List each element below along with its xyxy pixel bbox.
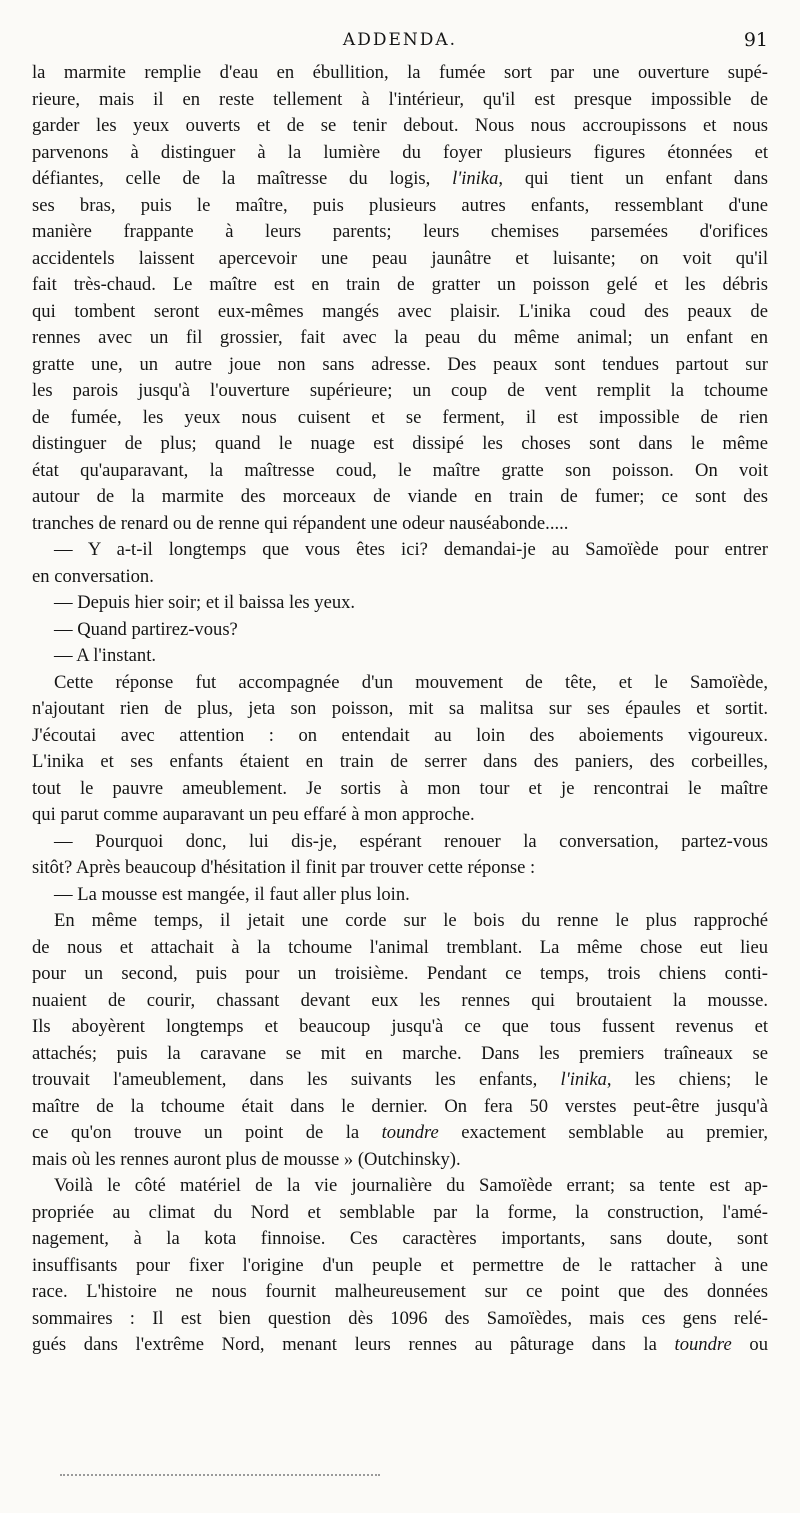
footer-dotted-rule xyxy=(60,1474,380,1478)
text-line: ce qu'on trouve un point de la toundre exactement semblable au premier, xyxy=(32,1122,768,1143)
text-line: Ils aboyèrent longtemps et beaucoup jusqu'à ce que tous fussent revenus et xyxy=(32,1016,768,1037)
paragraph-first-line: En même temps, il jetait une corde sur le bois du renne le plus rapproché xyxy=(54,910,768,931)
text-line: manière frappante à leurs parents; leurs chemises parsemées d'orifices xyxy=(32,221,768,242)
text-line: tranches de renard ou de renne qui répandent une odeur nauséabonde..... xyxy=(32,512,569,534)
text-line: tout le pauvre ameublement. Je sortis à mon tour et je rencontrai le maître xyxy=(32,777,768,799)
page-number: 91 xyxy=(743,29,768,51)
text-line: rennes avec un fil grossier, fait avec la peau du même animal; un enfant en xyxy=(32,327,768,348)
text-line: L'inika et ses enfants étaient en train de serrer dans des paniers, des corbeilles, xyxy=(32,751,768,772)
text-line: gués dans l'extrême Nord, menant leurs rennes au pâturage dans la toundre ou xyxy=(32,1334,768,1355)
text-line: sommaires : Il est bien question dès 1096 des Samoïèdes, mais ces gens relé- xyxy=(32,1307,768,1329)
body-text xyxy=(32,60,768,1359)
text-line: la marmite remplie d'eau en ébullition, la fumée sort par une ouverture supé- xyxy=(32,62,768,83)
text-line: fait très-chaud. Le maître est en train de gratter un poisson gelé et les débris xyxy=(32,274,768,295)
text-line: ses bras, puis le maître, puis plusieurs autres enfants, ressemblant d'une xyxy=(32,194,768,216)
text-line: parvenons à distinguer à la lumière du foyer plusieurs figures étonnées et xyxy=(32,141,768,163)
text-line: défiantes, celle de la maîtresse du logis, l'inika, qui tient un enfant dans xyxy=(32,168,768,189)
text-line: qui parut comme auparavant un peu effaré à mon approche. xyxy=(32,804,475,825)
text-line: autour de la marmite des morceaux de viande en train de fumer; ce sont des xyxy=(32,486,768,507)
text-line: nagement, à la kota finnoise. Ces caractères importants, sans doute, sont xyxy=(32,1228,768,1249)
text-line: trouvait l'ameublement, dans les suivants les enfants, l'inika, les chiens; le xyxy=(32,1069,768,1090)
dialog-line: — Quand partirez-vous? xyxy=(54,618,238,640)
text-line: sitôt? Après beaucoup d'hésitation il finit par trouver cette réponse : xyxy=(32,857,536,878)
text-line: pour un second, puis pour un troisième. Pendant ce temps, trois chiens conti- xyxy=(32,963,768,984)
text-line: insuffisants pour fixer l'origine d'un peuple et permettre de le rattacher à une xyxy=(32,1254,768,1276)
text-line: race. L'histoire ne nous fournit malheureusement sur ce point que des données xyxy=(32,1281,768,1302)
text-line: nuaient de courir, chassant devant eux les rennes qui broutaient la mousse. xyxy=(32,989,768,1011)
text-line: mais où les rennes auront plus de mousse » (Outchinsky). xyxy=(32,1148,461,1170)
running-title: ADDENDA. xyxy=(342,30,458,50)
text-line: gratte une, un autre joue non sans adresse. Des peaux sont tendues partout sur xyxy=(32,353,768,375)
text-line: les parois jusqu'à l'ouverture supérieure; un coup de vent remplit la tchoume xyxy=(32,380,768,401)
paragraph-first-line: Cette réponse fut accompagnée d'un mouvement de tête, et le Samoïède, xyxy=(54,671,768,693)
text-line: en conversation. xyxy=(32,565,154,587)
text-line: état qu'auparavant, la maîtresse coud, le maître gratte son poisson. On voit xyxy=(32,459,768,481)
text-line: qui tombent seront eux-mêmes mangés avec plaisir. L'inika coud des peaux de xyxy=(32,300,768,322)
text-line: de fumée, les yeux nous cuisent et se ferment, il est impossible de rien xyxy=(32,406,768,428)
text-line: de nous et attachait à la tchoume l'animal tremblant. La même chose eut lieu xyxy=(32,936,768,958)
text-line: attachés; puis la caravane se mit en marche. Dans les premiers traîneaux se xyxy=(32,1042,768,1064)
dialog-line: — La mousse est mangée, il faut aller plus loin. xyxy=(54,883,410,905)
text-line: J'écoutai avec attention : on entendait au loin des aboiements vigoureux. xyxy=(32,724,768,746)
text-line: accidentels laissent apercevoir une peau jaunâtre et luisante; on voit qu'il xyxy=(32,247,768,269)
dialog-line: — A l'instant. xyxy=(54,645,157,666)
running-head xyxy=(32,30,768,54)
text-line: n'ajoutant rien de plus, jeta son poisson, mit sa malitsa sur ses épaules et sortit. xyxy=(32,698,768,719)
dialog-line: — Y a-t-il longtemps que vous êtes ici? demandai-je au Samoïède pour entrer xyxy=(54,539,768,560)
text-line: garder les yeux ouverts et de se tenir debout. Nous nous accroupissons et nous xyxy=(32,115,768,136)
dialog-line: — Pourquoi donc, lui dis-je, espérant renouer la conversation, partez-vous xyxy=(54,830,768,852)
text-line: rieure, mais il en reste tellement à l'intérieur, qu'il est presque impossible de xyxy=(32,88,768,110)
text-line: maître de la tchoume était dans le dernier. On fera 50 verstes peut-être jusqu'à xyxy=(32,1095,768,1117)
dialog-line: — Depuis hier soir; et il baissa les yeux. xyxy=(54,592,356,613)
text-line: distinguer de plus; quand le nuage est dissipé les choses sont dans le même xyxy=(32,433,768,454)
text-line: propriée au climat du Nord et semblable par la forme, la construction, l'amé- xyxy=(32,1201,768,1223)
paragraph-first-line: Voilà le côté matériel de la vie journalière du Samoïède errant; sa tente est ap- xyxy=(54,1175,768,1196)
